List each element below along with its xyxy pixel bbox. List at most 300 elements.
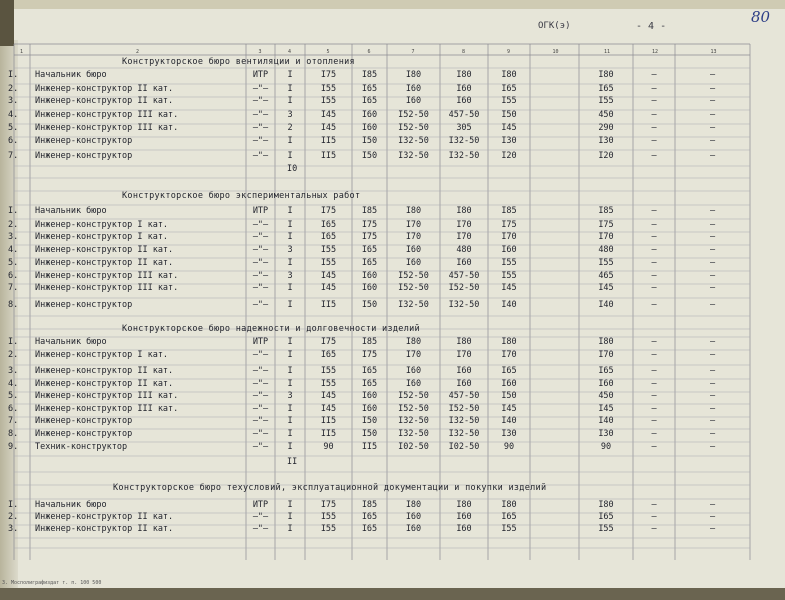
table-cell: I80	[405, 337, 422, 347]
table-cell: I	[287, 232, 293, 242]
bottom-edge	[0, 588, 785, 600]
table-cell: –	[651, 151, 657, 161]
table-cell: I65	[361, 366, 378, 376]
row-number: I.	[8, 70, 19, 80]
table-cell: I80	[501, 70, 517, 80]
table-cell: I52-50	[448, 404, 480, 414]
table-cell: I45	[598, 283, 614, 293]
table-cell: –	[651, 442, 657, 452]
table-cell: 465	[598, 271, 614, 281]
position-name: Начальник бюро	[35, 70, 107, 80]
column-number: 7	[411, 49, 415, 55]
table-cell: I52-50	[398, 391, 429, 401]
table-cell: I45	[320, 283, 337, 293]
table-cell: I	[287, 283, 293, 293]
table-cell: –"–	[252, 416, 269, 426]
table-cell: –	[709, 524, 716, 534]
position-name: Техник-конструктор	[35, 442, 128, 452]
table-cell: I60	[598, 379, 614, 389]
column-number: 9	[507, 49, 511, 55]
table-cell: –	[709, 366, 716, 376]
table-cell: –"–	[252, 220, 269, 230]
table-cell: I60	[501, 245, 517, 255]
table-cell: I50	[501, 110, 517, 120]
table-cell: I	[287, 416, 293, 426]
table-cell: I70	[405, 232, 422, 242]
table-cell: I	[287, 379, 293, 389]
table-cell: –	[651, 220, 657, 230]
table-cell: –	[651, 245, 657, 255]
table-cell: –"–	[252, 524, 269, 534]
table-cell: ИТР	[252, 500, 269, 510]
table-cell: I75	[361, 350, 378, 360]
table-cell: I75	[598, 220, 614, 230]
position-name: Инженер-конструктор	[35, 151, 133, 161]
table-cell: I60	[405, 524, 422, 534]
table-cell: I55	[320, 96, 337, 106]
table-cell: I45	[320, 110, 337, 120]
row-number: 2.	[8, 350, 19, 360]
table-cell: I60	[456, 524, 472, 534]
table-cell: I65	[598, 366, 614, 376]
table-cell: I80	[598, 70, 614, 80]
table-cell: –	[651, 300, 657, 310]
column-number: 12	[652, 49, 659, 55]
table-cell: I	[287, 366, 293, 376]
table-cell: –"–	[252, 300, 269, 310]
table-cell: I02-50	[448, 442, 480, 452]
table-cell: I75	[320, 337, 337, 347]
table-cell: I80	[456, 70, 472, 80]
table-cell: –	[709, 283, 716, 293]
table-cell: I65	[361, 96, 378, 106]
table-cell: 450	[598, 391, 614, 401]
section-title: Конструкторское бюро вентиляции и отопления	[122, 57, 355, 67]
table-cell: I50	[361, 136, 378, 146]
table-cell: I55	[598, 96, 614, 106]
table-cell: I65	[320, 232, 337, 242]
table-cell: –	[651, 524, 657, 534]
row-number: 4.	[8, 110, 19, 120]
row-number: 9.	[8, 442, 19, 452]
table-cell: I32-50	[398, 136, 429, 146]
column-number: 1	[20, 49, 24, 55]
table-cell: I40	[598, 300, 614, 310]
table-cell: –	[651, 379, 657, 389]
position-name: Инженер-конструктор III кат.	[35, 110, 179, 120]
table-cell: I80	[501, 500, 517, 510]
position-name: Инженер-конструктор II кат.	[35, 524, 174, 534]
table-cell: I80	[598, 500, 614, 510]
table-cell: –	[709, 206, 716, 216]
table-cell: I85	[361, 206, 378, 216]
table-cell: I30	[501, 136, 517, 146]
table-cell: –	[651, 70, 657, 80]
table-cell: I80	[405, 206, 422, 216]
table-cell: I80	[456, 500, 472, 510]
table-cell: –	[651, 110, 657, 120]
table-cell: –"–	[252, 366, 269, 376]
table-cell: –"–	[252, 258, 269, 268]
table-cell: I55	[501, 258, 517, 268]
table-cell: I	[287, 500, 293, 510]
table-cell: I85	[361, 500, 378, 510]
table-cell: I60	[405, 379, 422, 389]
table-cell: I45	[320, 404, 337, 414]
table-cell: –	[709, 391, 716, 401]
section-subtotal: I0	[287, 164, 298, 174]
table-cell: 457-50	[448, 110, 480, 120]
table-cell: 480	[456, 245, 472, 255]
table-cell: I60	[361, 391, 378, 401]
table-cell: I70	[405, 350, 422, 360]
table-cell: 457-50	[448, 391, 480, 401]
table-cell: –	[709, 416, 716, 426]
row-number: 5.	[8, 123, 19, 133]
row-number: 7.	[8, 416, 19, 426]
row-number: I.	[8, 500, 19, 510]
table-cell: I32-50	[448, 416, 480, 426]
table-cell: –	[709, 404, 716, 414]
table-cell: 480	[598, 245, 614, 255]
table-cell: II5	[320, 151, 337, 161]
table-cell: 90	[600, 442, 612, 452]
printer-imprint: 3. Мосполиграфиздат т. п. 100 500	[2, 580, 102, 586]
table-cell: I70	[598, 232, 614, 242]
table-cell: I60	[405, 96, 422, 106]
column-number: 6	[367, 49, 371, 55]
table-cell: I52-50	[398, 110, 429, 120]
table-cell: –	[709, 429, 716, 439]
table-cell: –	[651, 500, 657, 510]
table-cell: 90	[503, 442, 515, 452]
table-cell: –	[651, 512, 657, 522]
table-cell: –	[651, 123, 657, 133]
table-cell: –	[651, 337, 657, 347]
table-cell: I65	[361, 524, 378, 534]
table-cell: –"–	[252, 123, 269, 133]
table-cell: I32-50	[398, 151, 429, 161]
table-cell: I75	[501, 220, 517, 230]
table-cell: I60	[405, 366, 422, 376]
table-cell: –"–	[252, 391, 269, 401]
row-number: 2.	[8, 512, 19, 522]
table-cell: I60	[405, 258, 422, 268]
table-cell: I80	[501, 337, 517, 347]
table-cell: I50	[361, 429, 378, 439]
row-number: 8.	[8, 300, 19, 310]
page-number: - 4 -	[636, 21, 667, 32]
table-cell: –	[651, 84, 657, 94]
table-cell: I55	[501, 271, 517, 281]
table-cell: –"–	[252, 442, 269, 452]
table-cell: 3	[287, 271, 293, 281]
table-cell: I55	[598, 258, 614, 268]
table-cell: ИТР	[252, 70, 269, 80]
row-number: 6.	[8, 404, 19, 414]
row-number: 8.	[8, 429, 19, 439]
table-cell: I60	[456, 96, 472, 106]
table-cell: I32-50	[448, 429, 480, 439]
table-cell: –	[651, 416, 657, 426]
position-name: Инженер-конструктор	[35, 300, 133, 310]
table-cell: –	[709, 110, 716, 120]
table-cell: I45	[598, 404, 614, 414]
section-title: Конструкторское бюро техусловий, эксплуатационной документации и покупки изделий	[113, 483, 547, 493]
table-cell: –"–	[252, 110, 269, 120]
table-cell: –"–	[252, 379, 269, 389]
table-cell: –"–	[252, 429, 269, 439]
column-number: 13	[710, 49, 717, 55]
column-number: 2	[136, 49, 140, 55]
table-cell: I70	[598, 350, 614, 360]
position-name: Начальник бюро	[35, 500, 107, 510]
table-cell: I60	[456, 512, 472, 522]
position-name: Инженер-конструктор II кат.	[35, 84, 174, 94]
table-cell: I	[287, 84, 293, 94]
table-cell: –	[651, 136, 657, 146]
table-cell: I	[287, 258, 293, 268]
table-cell: I50	[501, 391, 517, 401]
table-cell: –	[709, 220, 716, 230]
table-cell: I65	[501, 366, 517, 376]
table-cell: I	[287, 512, 293, 522]
table-cell: –	[709, 442, 716, 452]
table-cell: I32-50	[398, 416, 429, 426]
table-cell: –	[709, 96, 716, 106]
table-cell: I65	[598, 512, 614, 522]
table-cell: I80	[598, 337, 614, 347]
table-cell: I65	[501, 512, 517, 522]
table-cell: I30	[598, 136, 614, 146]
column-number: 4	[288, 49, 292, 55]
table-cell: ИТР	[252, 337, 269, 347]
table-cell: 457-50	[448, 271, 480, 281]
table-cell: I45	[501, 283, 517, 293]
section-subtotal: II	[287, 457, 298, 467]
column-number: 10	[552, 49, 559, 55]
table-cell: I60	[501, 379, 517, 389]
position-name: Инженер-конструктор	[35, 136, 133, 146]
table-cell: –	[709, 123, 716, 133]
table-cell: –"–	[252, 136, 269, 146]
table-cell: I75	[320, 206, 337, 216]
table-cell: –"–	[252, 232, 269, 242]
table-cell: I	[287, 300, 293, 310]
table-cell: I65	[501, 84, 517, 94]
position-name: Инженер-конструктор I кат.	[35, 220, 169, 230]
table-cell: –	[709, 512, 716, 522]
table-cell: ИТР	[252, 206, 269, 216]
table-cell: I60	[361, 283, 378, 293]
table-cell: II5	[361, 442, 378, 452]
position-name: Инженер-конструктор I кат.	[35, 232, 169, 242]
handwritten-sheet-number: 80	[751, 8, 771, 26]
table-cell: I65	[320, 350, 337, 360]
position-name: Инженер-конструктор II кат.	[35, 245, 174, 255]
table-cell: I32-50	[448, 300, 480, 310]
table-cell: I65	[361, 84, 378, 94]
table-cell: I80	[456, 206, 472, 216]
table-cell: I	[287, 524, 293, 534]
table-cell: I	[287, 151, 293, 161]
table-cell: –	[709, 500, 716, 510]
table-cell: I70	[405, 220, 422, 230]
table-cell: I	[287, 206, 293, 216]
table-cell: I75	[320, 70, 337, 80]
table-cell: I55	[501, 96, 517, 106]
table-cell: –"–	[252, 96, 269, 106]
table-cell: I55	[320, 258, 337, 268]
table-cell: I55	[320, 245, 337, 255]
table-cell: I80	[456, 337, 472, 347]
column-number: 11	[604, 49, 611, 55]
table-cell: I40	[501, 300, 517, 310]
table-cell: I52-50	[398, 404, 429, 414]
table-cell: I	[287, 96, 293, 106]
table-cell: –"–	[252, 245, 269, 255]
table-cell: –	[651, 350, 657, 360]
table-cell: I55	[320, 524, 337, 534]
table-cell: I55	[320, 512, 337, 522]
table-cell: I55	[320, 366, 337, 376]
document-code: ОГК(э)	[538, 21, 571, 31]
table-cell: I85	[361, 70, 378, 80]
position-name: Начальник бюро	[35, 337, 107, 347]
row-number: 7.	[8, 283, 19, 293]
position-name: Инженер-конструктор III кат.	[35, 391, 179, 401]
table-cell: I50	[361, 151, 378, 161]
position-name: Инженер-конструктор I кат.	[35, 350, 169, 360]
table-cell: I32-50	[448, 151, 480, 161]
table-cell: I70	[456, 232, 472, 242]
table-cell: –	[651, 258, 657, 268]
table-cell: I30	[501, 429, 517, 439]
table-cell: I60	[456, 84, 472, 94]
table-cell: I60	[405, 512, 422, 522]
table-cell: I	[287, 337, 293, 347]
table-cell: I	[287, 136, 293, 146]
table-cell: I45	[320, 391, 337, 401]
table-cell: I40	[598, 416, 614, 426]
table-cell: –	[709, 258, 716, 268]
table-cell: –	[651, 366, 657, 376]
table-cell: I60	[456, 366, 472, 376]
table-cell: II5	[320, 429, 337, 439]
table-cell: I20	[598, 151, 614, 161]
table-cell: –	[709, 245, 716, 255]
position-name: Инженер-конструктор II кат.	[35, 96, 174, 106]
row-number: I.	[8, 206, 19, 216]
section-title: Конструкторское бюро экспериментальных работ	[122, 191, 361, 201]
table-cell: –"–	[252, 271, 269, 281]
table-cell: –	[709, 379, 716, 389]
position-name: Начальник бюро	[35, 206, 107, 216]
table-cell: I	[287, 429, 293, 439]
table-cell: I52-50	[398, 271, 429, 281]
table-cell: I70	[501, 232, 517, 242]
table-cell: I60	[361, 110, 378, 120]
table-cell: 290	[598, 123, 614, 133]
table-cell: –	[709, 337, 716, 347]
table-cell: I52-50	[398, 123, 429, 133]
table-cell: –"–	[252, 283, 269, 293]
table-cell: I60	[405, 84, 422, 94]
table-cell: I02-50	[398, 442, 429, 452]
table-cell: –	[651, 391, 657, 401]
table-cell: I70	[456, 220, 472, 230]
table-cell: –	[651, 206, 657, 216]
position-name: Инженер-конструктор	[35, 429, 133, 439]
position-name: Инженер-конструктор III кат.	[35, 283, 179, 293]
section-title: Конструкторское бюро надежности и долговечности изделий	[122, 324, 420, 334]
row-number: 3.	[8, 524, 19, 534]
table-cell: –	[651, 283, 657, 293]
table-cell: II5	[320, 416, 337, 426]
table-cell: I52-50	[448, 283, 480, 293]
position-name: Инженер-конструктор	[35, 416, 133, 426]
row-number: 7.	[8, 151, 19, 161]
table-cell: –"–	[252, 404, 269, 414]
position-name: Инженер-конструктор II кат.	[35, 512, 174, 522]
table-cell: I	[287, 442, 293, 452]
table-cell: –	[709, 271, 716, 281]
table-cell: –	[651, 404, 657, 414]
table-cell: I50	[361, 416, 378, 426]
table-cell: I60	[456, 258, 472, 268]
table-cell: I20	[501, 151, 517, 161]
table-cell: I65	[320, 220, 337, 230]
table-cell: I40	[501, 416, 517, 426]
table-cell: I45	[501, 404, 517, 414]
row-number: 2.	[8, 220, 19, 230]
table-cell: –	[709, 300, 716, 310]
row-number: I.	[8, 337, 19, 347]
table-cell: –	[709, 232, 716, 242]
table-cell: –"–	[252, 512, 269, 522]
table-cell: 2	[287, 123, 293, 133]
table-cell: I85	[598, 206, 614, 216]
table-cell: 3	[287, 110, 293, 120]
table-cell: I60	[456, 379, 472, 389]
table-cell: I32-50	[398, 300, 429, 310]
row-number: 6.	[8, 136, 19, 146]
table-cell: I75	[361, 220, 378, 230]
row-number: 5.	[8, 391, 19, 401]
table-cell: I80	[405, 70, 422, 80]
position-name: Инженер-конструктор II кат.	[35, 379, 174, 389]
table-cell: I65	[361, 512, 378, 522]
table-cell: –	[651, 429, 657, 439]
table-cell: 305	[456, 123, 472, 133]
table-cell: –"–	[252, 84, 269, 94]
position-name: Инженер-конструктор III кат.	[35, 404, 179, 414]
table-cell: 3	[287, 391, 293, 401]
table-cell: I60	[405, 245, 422, 255]
table-cell: 3	[287, 245, 293, 255]
table-cell: –	[651, 232, 657, 242]
table-cell: I55	[320, 379, 337, 389]
row-number: 5.	[8, 258, 19, 268]
table-cell: –	[709, 136, 716, 146]
table-cell: I32-50	[398, 429, 429, 439]
position-name: Инженер-конструктор III кат.	[35, 123, 179, 133]
column-number: 8	[462, 49, 466, 55]
table-cell: I65	[598, 84, 614, 94]
table-cell: –	[709, 70, 716, 80]
row-number: 2.	[8, 84, 19, 94]
table-cell: I65	[361, 379, 378, 389]
